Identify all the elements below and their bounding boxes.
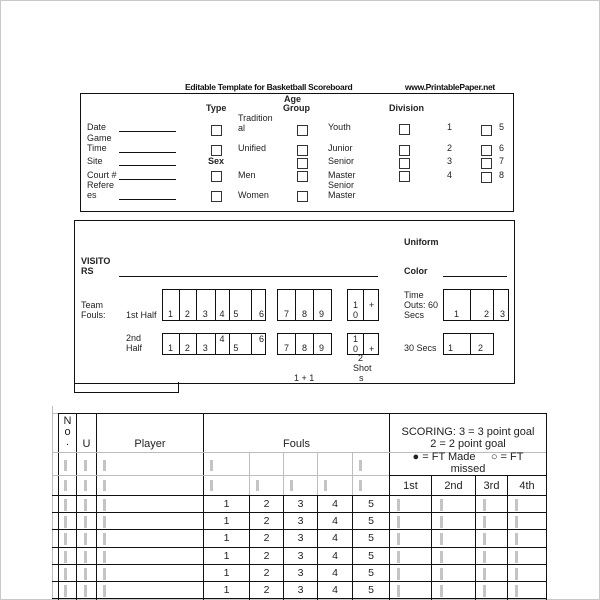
site-label: Site — [87, 156, 103, 166]
foul-number: 1 — [353, 300, 359, 310]
women-label: Women — [238, 190, 269, 200]
two-shots-label-1: 2 — [358, 353, 364, 363]
division-8-label: 8 — [499, 170, 505, 180]
foul-cell[interactable] — [348, 290, 364, 320]
quarter-4-score-input[interactable] — [515, 533, 518, 545]
quarter-1-score-input[interactable] — [397, 551, 400, 563]
no-input[interactable] — [64, 533, 67, 545]
no-input[interactable] — [64, 551, 67, 563]
timeout-number: 2 — [478, 343, 484, 353]
junior-checkbox[interactable] — [297, 145, 308, 156]
foul-checkbox-3[interactable]: 3 — [297, 567, 304, 579]
second-half-fouls-10-plus — [347, 333, 379, 355]
table-border — [52, 547, 546, 548]
col-no-header-1: N — [63, 415, 72, 427]
quarter-2-score-input[interactable] — [440, 533, 443, 545]
quarter-3-score-input[interactable] — [483, 516, 486, 528]
uniform-label: Uniform — [404, 237, 439, 247]
table-border — [52, 564, 546, 565]
quarter-4-header: 4th — [519, 480, 535, 492]
foul-number: 2 — [184, 309, 190, 319]
quarter-3-score-input[interactable] — [483, 499, 486, 511]
division-7-label: 7 — [499, 156, 505, 166]
foul-number: 2 — [184, 343, 190, 353]
col-u-header: U — [82, 438, 91, 450]
foul-input-cursor[interactable] — [359, 480, 362, 491]
foul-input-cursor[interactable] — [324, 480, 327, 491]
foul-checkbox-1[interactable]: 1 — [223, 498, 230, 510]
quarter-2-score-input[interactable] — [440, 499, 443, 511]
player-name-input[interactable] — [103, 551, 106, 563]
court-input[interactable] — [119, 179, 176, 180]
visitors-team-name-input[interactable] — [119, 276, 378, 277]
quarter-3-header: 3rd — [483, 480, 500, 492]
division-7-checkbox[interactable] — [481, 158, 492, 169]
division-2-label: 2 — [447, 143, 453, 153]
quarter-3-score-input[interactable] — [483, 533, 486, 545]
quarter-1-score-input[interactable] — [397, 516, 400, 528]
traditional-checkbox[interactable] — [211, 125, 222, 136]
sex-heading: Sex — [208, 156, 225, 166]
foul-checkbox-3[interactable]: 3 — [297, 515, 304, 527]
foul-checkbox-5[interactable]: 5 — [368, 550, 374, 562]
foul-input-cursor[interactable] — [210, 460, 213, 471]
visitors-label-2: RS — [81, 266, 94, 276]
foul-number: + — [369, 300, 375, 310]
division-4-label: 4 — [447, 170, 453, 180]
foul-checkbox-1[interactable]: 1 — [223, 515, 230, 527]
col-no-header-3: . — [65, 436, 70, 448]
foul-checkbox-3[interactable]: 3 — [297, 550, 304, 562]
uniform-color-input[interactable] — [443, 276, 507, 277]
second-half-fouls-1-6 — [162, 333, 266, 355]
player-name-input[interactable] — [103, 568, 106, 580]
two-shots-label-3: s — [359, 373, 364, 383]
unified-checkbox[interactable] — [211, 145, 222, 156]
u-input[interactable] — [84, 585, 87, 597]
timeouts-30-boxes — [443, 333, 494, 355]
foul-checkbox-1[interactable]: 1 — [223, 584, 230, 596]
quarter-1-score-input[interactable] — [397, 585, 400, 597]
table-border — [52, 529, 546, 530]
first-half-fouls-7-9 — [277, 289, 332, 321]
table-border — [546, 413, 547, 600]
foul-cell[interactable] — [230, 290, 252, 320]
quarter-1-score-input[interactable] — [397, 533, 400, 545]
foul-number: 8 — [302, 309, 308, 319]
foul-cell[interactable] — [216, 334, 231, 354]
first-half-fouls-10-plus — [347, 289, 379, 321]
foul-cell[interactable] — [296, 334, 314, 354]
foul-cell[interactable] — [278, 334, 296, 354]
timeouts-30-label: 30 Secs — [404, 343, 437, 353]
foul-checkbox-2[interactable]: 2 — [263, 584, 270, 596]
no-input[interactable] — [64, 568, 67, 580]
no-input[interactable] — [64, 585, 67, 597]
foul-cell[interactable] — [180, 334, 197, 354]
division-6-label: 6 — [499, 143, 505, 153]
referees-input[interactable] — [119, 199, 176, 200]
foul-checkbox-4[interactable]: 4 — [332, 584, 338, 596]
foul-cell[interactable] — [230, 334, 252, 354]
game-time-input[interactable] — [119, 152, 176, 153]
division-5-checkbox[interactable] — [481, 125, 492, 136]
foul-cell[interactable] — [278, 290, 296, 320]
first-half-fouls-1-6 — [162, 289, 266, 321]
foul-checkbox-2[interactable]: 2 — [263, 532, 270, 544]
foul-cell[interactable] — [163, 290, 180, 320]
table-border — [52, 512, 546, 513]
division-6-checkbox[interactable] — [481, 145, 492, 156]
team-fouls-label-1: Team — [81, 300, 104, 310]
foul-number: 3 — [202, 343, 208, 353]
quarter-3-score-input[interactable] — [483, 551, 486, 563]
division-1-checkbox[interactable] — [399, 124, 410, 135]
table-border — [58, 413, 546, 414]
foul-cell[interactable] — [216, 290, 231, 320]
foul-number: 9 — [319, 343, 325, 353]
quarter-1-score-input[interactable] — [397, 499, 400, 511]
visitors-score-box[interactable] — [74, 382, 179, 393]
second-half-label-2: Half — [126, 343, 143, 353]
foul-number: 6 — [259, 309, 265, 319]
foul-input-cursor[interactable] — [210, 480, 213, 491]
quarter-4-score-input[interactable] — [515, 499, 518, 511]
division-3-label: 3 — [447, 156, 453, 166]
col-player-header: Player — [134, 438, 166, 450]
foul-number: + — [369, 344, 375, 354]
men-label: Men — [238, 170, 256, 180]
player-input-cursor[interactable] — [103, 460, 106, 471]
foul-number: 1 — [168, 343, 174, 353]
no-input-cursor[interactable] — [64, 480, 67, 491]
foul-number: 4 — [219, 334, 225, 344]
no-input[interactable] — [64, 499, 67, 511]
foul-checkbox-2[interactable]: 2 — [263, 498, 270, 510]
foul-checkbox-4[interactable]: 4 — [332, 532, 338, 544]
court-label: Court # — [87, 170, 117, 180]
foul-number: 0 — [353, 310, 359, 320]
u-input[interactable] — [84, 499, 87, 511]
timeout-cell[interactable] — [494, 290, 508, 320]
quarter-4-score-input[interactable] — [515, 516, 518, 528]
two-shots-label-2: Shot — [353, 363, 372, 373]
scoring-legend-line-3: ● = FT Made ○ = FT — [412, 451, 524, 463]
senior-checkbox[interactable] — [297, 158, 308, 169]
referees-label-2: es — [87, 190, 97, 200]
u-input[interactable] — [84, 568, 87, 580]
foul-number: 8 — [302, 343, 308, 353]
col-no-header-2: o — [64, 426, 71, 438]
table-border — [52, 598, 546, 599]
document-title: Editable Template for Basketball Scoreboard — [185, 82, 353, 92]
u-input-cursor[interactable] — [84, 460, 87, 471]
color-label: Color — [404, 266, 428, 276]
foul-checkbox-2[interactable]: 2 — [263, 567, 270, 579]
game-time-label-2: Time — [87, 143, 107, 153]
quarter-4-score-input[interactable] — [515, 568, 518, 580]
timeout-cell[interactable] — [471, 334, 493, 354]
one-plus-one-label: 1 + 1 — [294, 373, 315, 383]
foul-checkbox-5[interactable]: 5 — [368, 567, 374, 579]
no-input-cursor[interactable] — [64, 460, 67, 471]
foul-cell[interactable] — [197, 290, 216, 320]
foul-checkbox-5[interactable]: 5 — [368, 498, 374, 510]
foul-checkbox-4[interactable]: 4 — [332, 498, 338, 510]
junior-label: Junior — [328, 143, 353, 153]
division-8-checkbox[interactable] — [481, 172, 492, 183]
quarter-1-header: 1st — [403, 480, 418, 492]
timeouts-60-boxes — [443, 289, 509, 321]
foul-checkbox-4[interactable]: 4 — [332, 515, 338, 527]
player-name-input[interactable] — [103, 585, 106, 597]
grid-line — [52, 452, 389, 453]
foul-checkbox-1[interactable]: 1 — [223, 532, 230, 544]
foul-checkbox-1[interactable]: 1 — [223, 567, 230, 579]
foul-cell[interactable] — [314, 290, 331, 320]
senior-master-label-1: Senior — [328, 180, 355, 190]
quarter-1-score-input[interactable] — [397, 568, 400, 580]
foul-cell[interactable] — [252, 290, 265, 320]
timeout-cell[interactable] — [444, 334, 471, 354]
division-1-label: 1 — [447, 122, 453, 132]
men-checkbox[interactable] — [211, 171, 222, 182]
quarter-2-score-input[interactable] — [440, 551, 443, 563]
foul-cell[interactable] — [364, 290, 378, 320]
senior-master-checkbox[interactable] — [297, 191, 308, 202]
player-name-input[interactable] — [103, 499, 106, 511]
type-heading: Type — [206, 103, 227, 113]
scoring-legend-line-2: 2 = 2 point goal — [430, 438, 506, 450]
second-half-label-1: 2nd — [126, 333, 142, 343]
foul-cell[interactable] — [180, 290, 197, 320]
u-input[interactable] — [84, 551, 87, 563]
first-half-label: 1st Half — [126, 310, 157, 320]
timeouts-60-label-1: Time — [404, 290, 424, 300]
traditional-label-2: al — [238, 123, 246, 133]
division-2-checkbox[interactable] — [399, 145, 410, 156]
foul-cell[interactable] — [348, 334, 364, 354]
col-fouls-header: Fouls — [283, 438, 310, 450]
quarter-2-score-input[interactable] — [440, 585, 443, 597]
foul-number: 3 — [202, 309, 208, 319]
age-group-heading-2: Group — [283, 103, 310, 113]
player-name-input[interactable] — [103, 516, 106, 528]
team-fouls-label-2: Fouls: — [81, 310, 106, 320]
foul-number: 6 — [259, 334, 265, 344]
game-time-label-1: Game — [87, 133, 112, 143]
senior-label: Senior — [328, 156, 355, 166]
quarter-2-score-input[interactable] — [440, 516, 443, 528]
visitors-label-1: VISITO — [81, 256, 111, 266]
youth-label: Youth — [328, 122, 351, 132]
foul-cell[interactable] — [252, 334, 265, 354]
unified-label: Unified — [238, 143, 267, 153]
timeout-number: 3 — [499, 309, 505, 319]
master-checkbox[interactable] — [297, 171, 308, 182]
foul-checkbox-1[interactable]: 1 — [223, 550, 230, 562]
foul-number: 4 — [219, 309, 225, 319]
foul-number: 5 — [233, 343, 239, 353]
women-checkbox[interactable] — [211, 191, 222, 202]
timeout-number: 1 — [448, 343, 454, 353]
timeouts-60-label-3: Secs — [404, 310, 425, 320]
youth-checkbox[interactable] — [297, 125, 308, 136]
date-label: Date — [87, 122, 107, 132]
foul-checkbox-3[interactable]: 3 — [297, 532, 304, 544]
foul-checkbox-3[interactable]: 3 — [297, 498, 304, 510]
u-input[interactable] — [84, 516, 87, 528]
grid-line — [352, 452, 353, 495]
foul-checkbox-3[interactable]: 3 — [297, 584, 304, 596]
timeout-number: 2 — [483, 309, 489, 319]
foul-number: 5 — [233, 309, 239, 319]
quarter-2-header: 2nd — [444, 480, 463, 492]
foul-number: 9 — [319, 309, 325, 319]
quarter-2-score-input[interactable] — [440, 568, 443, 580]
u-input[interactable] — [84, 533, 87, 545]
foul-input-cursor[interactable] — [290, 480, 293, 491]
u-input-cursor[interactable] — [84, 480, 87, 491]
grid-line — [283, 452, 284, 495]
foul-checkbox-5[interactable]: 5 — [368, 532, 374, 544]
foul-cell[interactable] — [296, 290, 314, 320]
site-input[interactable] — [119, 165, 176, 166]
quarter-4-score-input[interactable] — [515, 551, 518, 563]
foul-cell[interactable] — [197, 334, 216, 354]
foul-checkbox-2[interactable]: 2 — [263, 550, 270, 562]
foul-number: 7 — [284, 309, 290, 319]
foul-number: 1 — [353, 334, 359, 344]
division-5-label: 5 — [499, 122, 505, 132]
foul-checkbox-4[interactable]: 4 — [332, 567, 338, 579]
division-3-checkbox[interactable] — [399, 158, 410, 169]
foul-cell[interactable] — [364, 334, 378, 354]
foul-number: 1 — [168, 309, 174, 319]
grid-line — [52, 406, 53, 600]
table-border — [52, 495, 546, 496]
foul-checkbox-2[interactable]: 2 — [263, 515, 270, 527]
timeout-cell[interactable] — [471, 290, 494, 320]
foul-input-cursor[interactable] — [256, 480, 259, 491]
scoring-legend-line-4: missed — [450, 463, 486, 475]
referees-label-1: Refere — [87, 180, 115, 190]
table-border — [389, 475, 546, 476]
date-input[interactable] — [119, 131, 176, 132]
no-input[interactable] — [64, 516, 67, 528]
quarter-3-score-input[interactable] — [483, 585, 486, 597]
grid-line — [249, 452, 250, 495]
timeout-number: 1 — [454, 309, 460, 319]
player-input-cursor[interactable] — [103, 480, 106, 491]
second-half-fouls-7-9 — [277, 333, 332, 355]
table-border — [52, 581, 546, 582]
traditional-label-1: Tradition — [238, 113, 273, 123]
website-label: www.PrintablePaper.net — [405, 82, 495, 92]
age-group-heading-1: Age — [284, 94, 302, 104]
foul-number: 0 — [353, 344, 359, 354]
foul-checkbox-5[interactable]: 5 — [368, 584, 374, 596]
division-4-checkbox[interactable] — [399, 171, 410, 182]
foul-cell[interactable] — [163, 334, 180, 354]
quarter-3-score-input[interactable] — [483, 568, 486, 580]
grid-line — [52, 475, 389, 476]
timeout-cell[interactable] — [444, 290, 471, 320]
foul-input-cursor[interactable] — [359, 460, 362, 471]
master-label: Master — [328, 170, 356, 180]
foul-cell[interactable] — [314, 334, 331, 354]
foul-checkbox-5[interactable]: 5 — [368, 515, 374, 527]
scoring-legend-line-1: SCORING: 3 = 3 point goal — [401, 426, 535, 438]
foul-number: 7 — [284, 343, 290, 353]
foul-checkbox-4[interactable]: 4 — [332, 550, 338, 562]
senior-master-label-2: Master — [328, 190, 356, 200]
division-heading: Division — [389, 103, 425, 113]
timeouts-60-label-2: Outs: 60 — [404, 300, 439, 310]
quarter-4-score-input[interactable] — [515, 585, 518, 597]
player-name-input[interactable] — [103, 533, 106, 545]
grid-line — [317, 452, 318, 495]
